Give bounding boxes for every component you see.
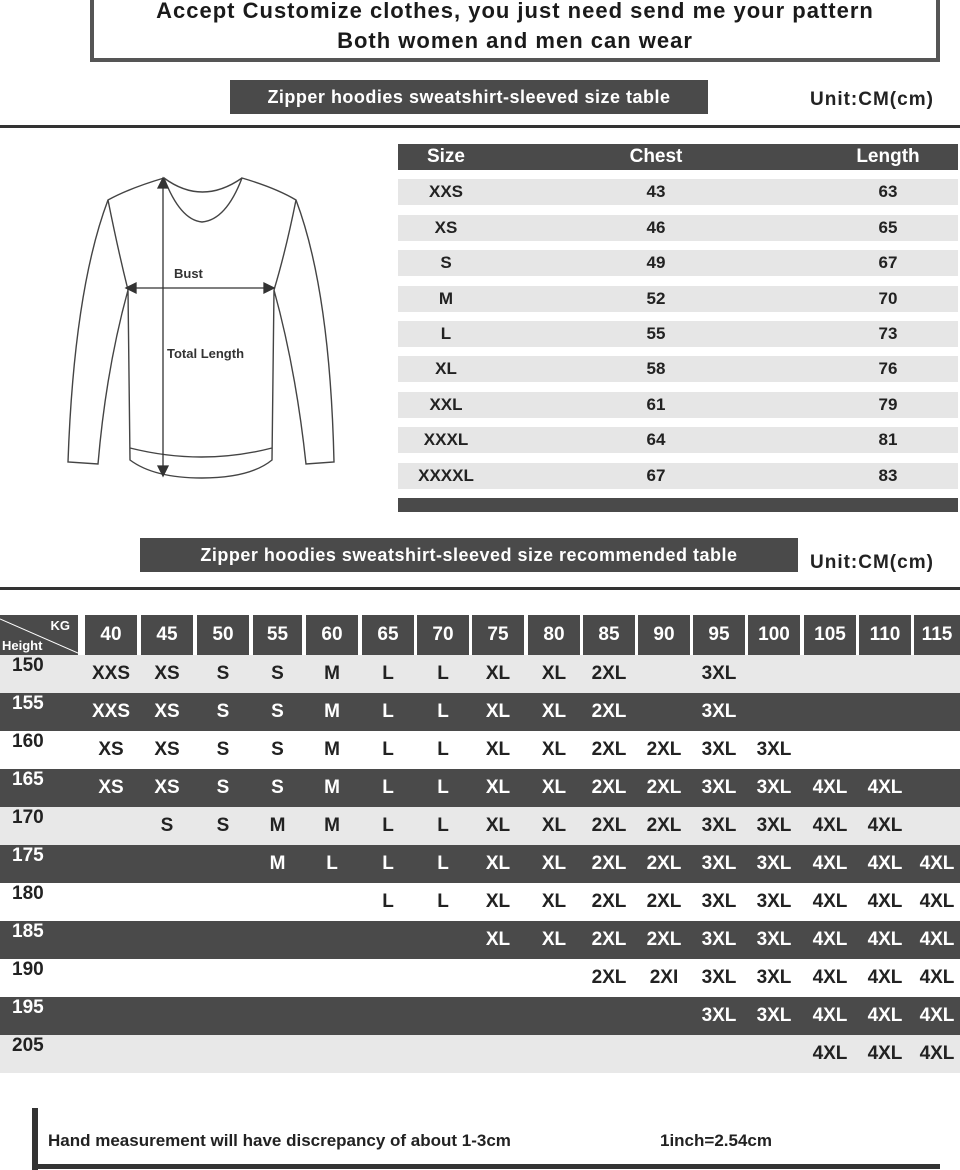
- size-row: [398, 463, 958, 489]
- size-recommendation-cell: 4XL: [867, 777, 903, 798]
- length-cell: 73: [878, 323, 898, 343]
- size-recommendation-cell: L: [382, 663, 394, 684]
- size-recommendation-cell: L: [437, 853, 449, 874]
- size-recommendation-cell: L: [326, 853, 338, 874]
- size-recommendation-cell: 2XL: [591, 929, 627, 950]
- size-recommendation-cell: L: [437, 891, 449, 912]
- header-size: Size: [426, 146, 466, 167]
- size-recommendation-cell: S: [271, 777, 284, 798]
- size-recommendation-cell: S: [216, 815, 230, 836]
- size-recommendation-cell: 4XL: [919, 967, 955, 988]
- chest-cell: 58: [646, 359, 666, 379]
- size-recommendation-cell: XL: [541, 929, 567, 950]
- size-recommendation-cell: 3XL: [701, 891, 737, 912]
- recommended-row: [0, 883, 960, 921]
- size-recommendation-cell: 2XL: [591, 815, 627, 836]
- size-recommendation-cell: 3XL: [756, 815, 792, 836]
- size-recommendation-cell: 2XL: [646, 815, 682, 836]
- recommended-table: [0, 615, 960, 1073]
- size-cell: XL: [435, 359, 457, 379]
- size-recommendation-cell: XL: [541, 777, 567, 798]
- size-table-header: [398, 144, 958, 170]
- size-recommendation-cell: 2XI: [649, 967, 679, 988]
- size-recommendation-cell: 3XL: [701, 663, 737, 684]
- size-recommendation-cell: XL: [485, 853, 511, 874]
- length-cell: 79: [878, 394, 898, 414]
- size-recommendation-cell: 3XL: [701, 777, 737, 798]
- chest-cell: 46: [646, 217, 666, 237]
- size-cell: XXL: [429, 394, 463, 414]
- size-recommendation-cell: 4XL: [812, 777, 848, 798]
- weight-header-cell: 45: [141, 615, 193, 655]
- size-recommendation-cell: 4XL: [812, 815, 848, 836]
- total-length-label: Total Length: [167, 346, 245, 361]
- size-recommendation-cell: XL: [541, 815, 567, 836]
- size-recommendation-cell: 2XL: [591, 777, 627, 798]
- size-cell: XS: [434, 217, 458, 237]
- size-recommendation-cell: XL: [485, 663, 511, 684]
- size-recommendation-cell: S: [160, 815, 174, 836]
- weight-header-cell: 110: [859, 615, 911, 655]
- weight-header-cell: 50: [197, 615, 249, 655]
- size-recommendation-cell: 4XL: [867, 967, 903, 988]
- recommended-table-unit: Unit:CM(cm): [810, 552, 934, 573]
- size-recommendation-cell: M: [324, 815, 340, 836]
- corner-height-label: Height: [2, 638, 43, 653]
- size-recommendation-cell: L: [437, 739, 449, 760]
- size-recommendation-cell: 2XL: [591, 853, 627, 874]
- divider: [0, 587, 960, 590]
- size-recommendation-cell: S: [216, 701, 230, 722]
- measurement-note: Hand measurement will have discrepancy of about 1-3cm: [48, 1131, 511, 1150]
- size-row: [398, 215, 958, 241]
- length-cell: 70: [878, 288, 898, 308]
- weight-header-cell: 75: [472, 615, 524, 655]
- size-recommendation-cell: 4XL: [867, 929, 903, 950]
- length-cell: 67: [878, 253, 898, 273]
- size-recommendation-cell: M: [324, 739, 340, 760]
- header-length: Length: [856, 146, 920, 167]
- height-label: 170: [12, 807, 44, 828]
- size-recommendation-cell: 4XL: [812, 891, 848, 912]
- size-recommendation-cell: 3XL: [756, 1005, 792, 1026]
- size-recommendation-cell: M: [324, 663, 340, 684]
- recommended-row: [0, 1035, 960, 1073]
- size-recommendation-cell: 4XL: [812, 967, 848, 988]
- size-recommendation-cell: XL: [485, 929, 511, 950]
- recommended-table-header: [0, 615, 960, 655]
- size-recommendation-cell: XL: [541, 891, 567, 912]
- height-label: 160: [12, 731, 44, 752]
- header-line-2: Both women and men can wear: [337, 28, 693, 53]
- size-recommendation-cell: 3XL: [701, 853, 737, 874]
- garment-diagram: [60, 170, 345, 490]
- weight-header-cell: 85: [583, 615, 635, 655]
- inch-conversion: 1inch=2.54cm: [660, 1131, 772, 1150]
- size-recommendation-cell: L: [382, 815, 394, 836]
- size-recommendation-cell: XS: [98, 777, 124, 798]
- size-table-footer-bar: [398, 498, 958, 512]
- size-recommendation-cell: 4XL: [867, 815, 903, 836]
- height-label: 165: [12, 769, 44, 790]
- header-box: [90, 0, 940, 62]
- size-recommendation-cell: XL: [485, 891, 511, 912]
- size-recommendation-cell: XL: [541, 663, 567, 684]
- length-cell: 83: [878, 465, 898, 485]
- height-label: 175: [12, 845, 44, 866]
- size-recommendation-cell: 3XL: [756, 967, 792, 988]
- size-recommendation-cell: XL: [541, 701, 567, 722]
- chest-cell: 67: [646, 465, 666, 485]
- recommended-row: [0, 997, 960, 1035]
- size-recommendation-cell: 3XL: [756, 739, 792, 760]
- recommended-row: [0, 693, 960, 731]
- size-table-unit: Unit:CM(cm): [810, 89, 934, 110]
- chest-cell: 64: [646, 430, 666, 450]
- height-label: 205: [12, 1035, 44, 1056]
- size-recommendation-cell: 3XL: [701, 1005, 737, 1026]
- size-recommendation-cell: XS: [98, 739, 124, 760]
- recommended-row: [0, 769, 960, 807]
- size-cell: M: [438, 288, 454, 308]
- size-recommendation-cell: XXS: [91, 701, 131, 722]
- footer-line: [32, 1164, 940, 1169]
- size-recommendation-cell: 4XL: [919, 891, 955, 912]
- size-cell: S: [440, 253, 452, 273]
- weight-header-cell: 90: [638, 615, 690, 655]
- size-recommendation-cell: XS: [154, 701, 180, 722]
- size-row: [398, 179, 958, 205]
- size-recommendation-cell: 3XL: [701, 701, 737, 722]
- weight-header-cell: 70: [417, 615, 469, 655]
- size-recommendation-cell: 4XL: [867, 853, 903, 874]
- recommended-row: [0, 921, 960, 959]
- size-recommendation-cell: L: [382, 891, 394, 912]
- size-row: [398, 427, 958, 453]
- size-recommendation-cell: L: [382, 777, 394, 798]
- corner-kg-label: KG: [50, 618, 70, 633]
- size-recommendation-cell: L: [437, 663, 449, 684]
- recommended-row: [0, 655, 960, 693]
- sweatshirt-outline-icon: [60, 170, 345, 490]
- recommended-row: [0, 731, 960, 769]
- size-recommendation-cell: XS: [154, 663, 180, 684]
- recommended-table-title: Zipper hoodies sweatshirt-sleeved size recommended table: [140, 538, 798, 572]
- size-recommendation-cell: 3XL: [756, 777, 792, 798]
- size-recommendation-cell: 2XL: [646, 739, 682, 760]
- length-cell: 81: [878, 430, 898, 450]
- size-recommendation-cell: XL: [541, 853, 567, 874]
- size-recommendation-cell: 4XL: [812, 853, 848, 874]
- size-recommendation-cell: XL: [485, 701, 511, 722]
- recommended-row: [0, 845, 960, 883]
- size-recommendation-cell: XL: [485, 815, 511, 836]
- length-cell: 65: [878, 217, 898, 237]
- size-recommendation-cell: XS: [154, 739, 180, 760]
- size-recommendation-cell: S: [216, 663, 230, 684]
- height-label: 155: [12, 693, 44, 714]
- weight-header-cell: 65: [362, 615, 414, 655]
- height-label: 195: [12, 997, 44, 1018]
- size-recommendation-cell: S: [271, 663, 284, 684]
- size-recommendation-cell: 3XL: [756, 929, 792, 950]
- bust-label: Bust: [174, 266, 203, 281]
- size-recommendation-cell: S: [216, 739, 230, 760]
- recommended-row: [0, 959, 960, 997]
- size-row: [398, 392, 958, 418]
- header-line-1: Accept Customize clothes, you just need send me your pattern: [156, 0, 874, 23]
- size-recommendation-cell: L: [382, 853, 394, 874]
- size-recommendation-cell: XL: [485, 777, 511, 798]
- size-recommendation-cell: 2XL: [591, 739, 627, 760]
- size-recommendation-cell: 2XL: [646, 853, 682, 874]
- size-recommendation-cell: 3XL: [701, 929, 737, 950]
- weight-header-cell: 55: [253, 615, 302, 655]
- size-recommendation-cell: 4XL: [919, 1043, 955, 1064]
- header-chest: Chest: [629, 146, 683, 167]
- size-recommendation-cell: M: [324, 701, 340, 722]
- size-recommendation-cell: XXS: [91, 663, 131, 684]
- height-label: 150: [12, 655, 44, 676]
- size-recommendation-cell: L: [382, 739, 394, 760]
- size-row: [398, 250, 958, 276]
- size-recommendation-cell: 4XL: [867, 1043, 903, 1064]
- size-recommendation-cell: 4XL: [812, 1043, 848, 1064]
- height-label: 190: [12, 959, 44, 980]
- size-cell: L: [440, 323, 452, 343]
- chest-cell: 55: [646, 323, 666, 343]
- chest-cell: 61: [646, 394, 666, 414]
- height-label: 180: [12, 883, 44, 904]
- size-recommendation-cell: 2XL: [646, 929, 682, 950]
- size-recommendation-cell: 3XL: [756, 853, 792, 874]
- size-recommendation-cell: 2XL: [591, 701, 627, 722]
- size-recommendation-cell: 2XL: [591, 967, 627, 988]
- size-recommendation-cell: S: [271, 701, 284, 722]
- length-cell: 76: [878, 359, 898, 379]
- size-recommendation-cell: 2XL: [646, 777, 682, 798]
- divider: [0, 125, 960, 128]
- size-recommendation-cell: 4XL: [919, 1005, 955, 1026]
- footer-bracket: [32, 1108, 38, 1170]
- size-recommendation-cell: 4XL: [919, 929, 955, 950]
- size-table-title: Zipper hoodies sweatshirt-sleeved size table: [230, 80, 708, 114]
- size-recommendation-cell: 4XL: [812, 929, 848, 950]
- size-recommendation-cell: 2XL: [646, 891, 682, 912]
- size-cell: XXXL: [423, 430, 469, 450]
- weight-header-cell: 100: [748, 615, 800, 655]
- chest-cell: 49: [646, 253, 666, 273]
- size-recommendation-cell: M: [269, 815, 286, 836]
- size-recommendation-cell: L: [382, 701, 394, 722]
- chest-cell: 52: [646, 288, 666, 308]
- weight-header-cell: 60: [306, 615, 358, 655]
- corner-cell: [0, 615, 78, 655]
- size-recommendation-cell: XS: [154, 777, 180, 798]
- size-recommendation-cell: L: [437, 777, 449, 798]
- size-recommendation-cell: XL: [485, 739, 511, 760]
- length-cell: 63: [878, 182, 898, 202]
- size-row: [398, 321, 958, 347]
- size-table: [398, 144, 958, 512]
- size-recommendation-cell: S: [271, 739, 284, 760]
- weight-header-cell: 40: [85, 615, 137, 655]
- size-recommendation-cell: L: [437, 815, 449, 836]
- size-recommendation-cell: 4XL: [867, 1005, 903, 1026]
- size-recommendation-cell: 4XL: [919, 853, 955, 874]
- size-row: [398, 356, 958, 382]
- size-recommendation-cell: 4XL: [812, 1005, 848, 1026]
- size-recommendation-cell: 2XL: [591, 891, 627, 912]
- weight-header-cell: 95: [693, 615, 745, 655]
- size-recommendation-cell: 3XL: [701, 739, 737, 760]
- weight-header-cell: 105: [804, 615, 856, 655]
- chest-cell: 43: [646, 182, 666, 202]
- weight-header-cell: 115: [914, 615, 960, 655]
- size-recommendation-cell: 4XL: [867, 891, 903, 912]
- size-recommendation-cell: 2XL: [591, 663, 627, 684]
- size-recommendation-cell: 3XL: [701, 815, 737, 836]
- size-cell: XXS: [428, 182, 464, 202]
- size-recommendation-cell: XL: [541, 739, 567, 760]
- height-label: 185: [12, 921, 44, 942]
- recommended-row: [0, 807, 960, 845]
- size-recommendation-cell: M: [324, 777, 340, 798]
- size-recommendation-cell: 3XL: [701, 967, 737, 988]
- size-recommendation-cell: 3XL: [756, 891, 792, 912]
- size-recommendation-cell: L: [437, 701, 449, 722]
- size-recommendation-cell: M: [269, 853, 286, 874]
- size-recommendation-cell: S: [216, 777, 230, 798]
- size-cell: XXXXL: [418, 465, 474, 485]
- size-row: [398, 286, 958, 312]
- weight-header-cell: 80: [528, 615, 580, 655]
